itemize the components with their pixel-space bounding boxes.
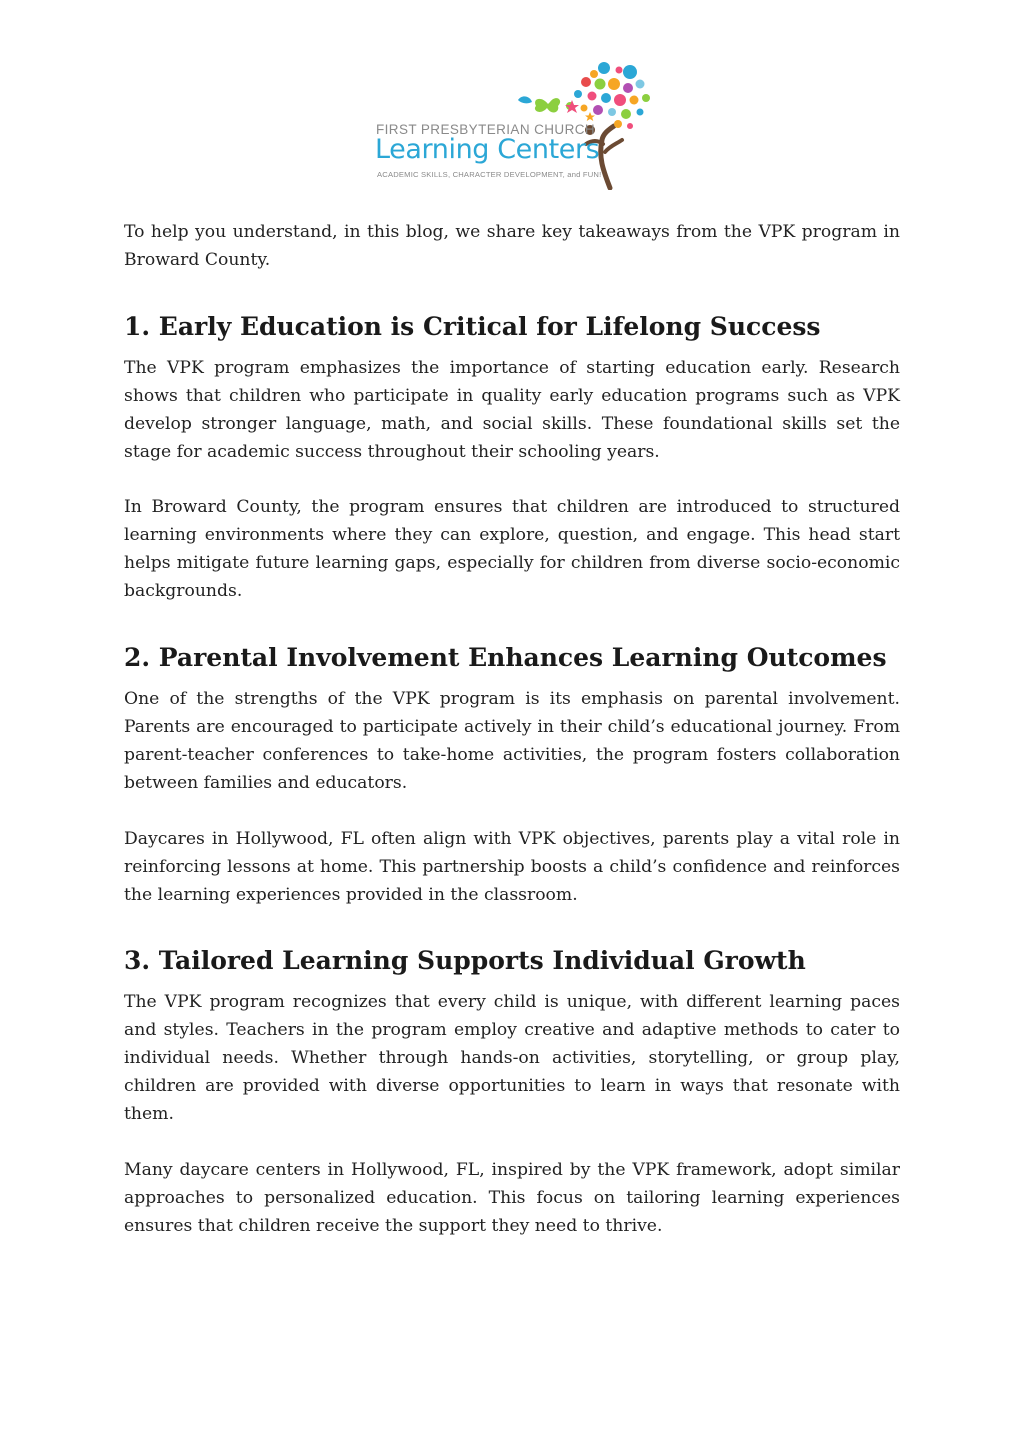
section-heading: 1. Early Education is Critical for Lifelong Success: [124, 311, 821, 341]
logo-line-learning-centers: Learning Centers: [375, 134, 600, 165]
intro-paragraph: To help you understand, in this blog, we share key takeaways from the VPK program in Broward County.: [124, 222, 900, 270]
section-3: [124, 945, 900, 1240]
section-paragraph: One of the strengths of the VPK program is its emphasis on parental involvement. Parents are encouraged to participate actively in their child’s educational journey. From parent-teacher conferences to take-home activities, the program fosters collaboration between families and educators.: [124, 689, 900, 793]
logo: [372, 60, 662, 190]
section-paragraph: The VPK program emphasizes the importance of starting education early. Research shows that children who participate in quality early education programs such as VPK develop stronger language, math, and social skills. These foundational skills set the stage for academic success throughout their schooling years.: [124, 357, 900, 462]
section-paragraph: The VPK program recognizes that every child is unique, with different learning paces and styles. Teachers in the program employ creative and adaptive methods to cater to individual needs. Whether through hands-on activities, storytelling, or group play, children are provided with diverse opportunities to learn in ways that resonate with them.: [124, 992, 900, 1125]
section-1: [124, 311, 900, 606]
logo-line-church: FIRST PRESBYTERIAN CHURCH: [376, 122, 596, 137]
article-body: [124, 219, 900, 1241]
section-heading: 3. Tailored Learning Supports Individual Growth: [124, 946, 806, 976]
section-heading: 2. Parental Involvement Enhances Learning Outcomes: [124, 643, 887, 673]
section-2: [124, 642, 900, 909]
section-paragraph: Many daycare centers in Hollywood, FL, inspired by the VPK framework, adopt similar approaches to personalized education. This focus on tailoring learning experiences ensures that children receive the support they need to thrive.: [124, 1159, 900, 1236]
section-paragraph: Daycares in Hollywood, FL often align with VPK objectives, parents play a vital role in reinforcing lessons at home. This partnership boosts a child’s confidence and reinforces the learning experiences provided in the classroom.: [124, 828, 900, 905]
section-paragraph: In Broward County, the program ensures that children are introduced to structured learning environments where they can explore, question, and engage. This head start helps mitigate future learning gaps, especially for children from diverse socio-economic backgrounds.: [124, 497, 900, 602]
logo-tagline: ACADEMIC SKILLS, CHARACTER DEVELOPMENT, and FUN!: [377, 170, 602, 179]
